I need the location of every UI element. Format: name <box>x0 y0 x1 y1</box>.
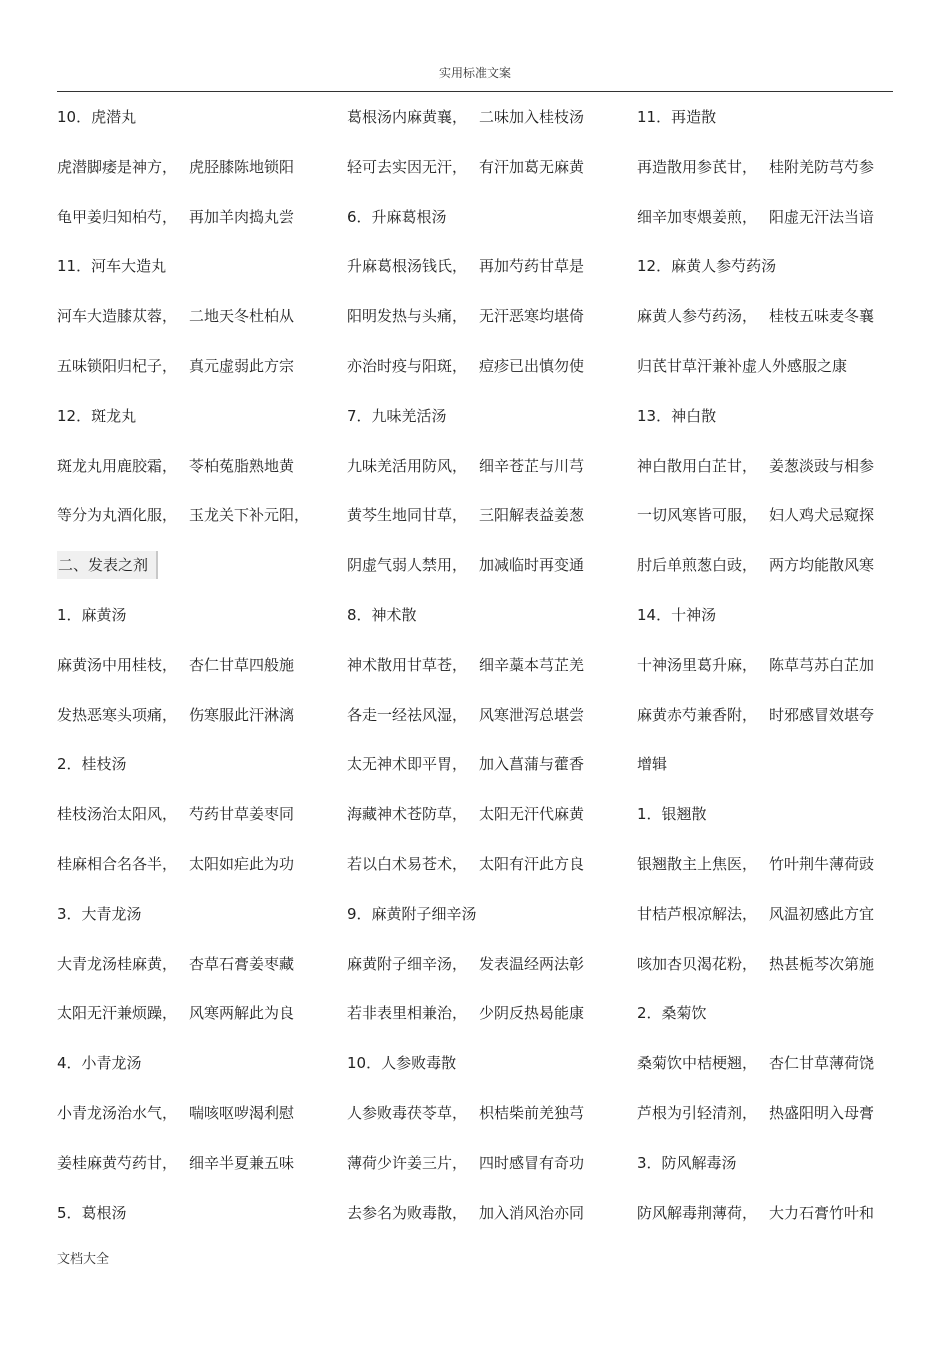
verse-second-half: 风温初感此方宜 <box>769 904 875 923</box>
verse-second-half: 少阴反热曷能康 <box>479 1004 585 1023</box>
verse-second-half: 玉龙关下补元阳， <box>189 506 310 525</box>
formula-heading: 12．斑龙丸 <box>57 406 137 425</box>
verse-second-half: 虎胫膝陈地锁阳 <box>189 157 295 176</box>
formula-heading: 11．河车大造丸 <box>57 257 167 276</box>
verse-first-half: 桂麻相合名各半， <box>57 854 178 873</box>
verse-second-half: 太阳无汗代麻黄 <box>479 805 585 824</box>
verse-line <box>347 501 627 551</box>
verse-first-half: 各走一经祛风湿， <box>347 705 468 724</box>
verse-second-half: 三阳解表益姜葱 <box>479 506 585 525</box>
verse-second-half: 加入菖蒲与藿香 <box>479 755 585 774</box>
verse-second-half: 风寒两解此为良 <box>189 1004 295 1023</box>
verse-first-half: 太阳无汗兼烦躁， <box>57 1004 178 1023</box>
verse-first-half: 麻黄赤芍兼香附， <box>637 705 758 724</box>
verse-first-half: 去参名为败毒散， <box>347 1203 468 1222</box>
verse-second-half: 热甚栀芩次第施 <box>769 954 875 973</box>
verse-second-half: 四时感冒有奇功 <box>479 1153 585 1172</box>
verse-line <box>637 950 917 1000</box>
verse-first-half: 细辛加枣煨姜煎， <box>637 207 758 226</box>
verse-first-half: 甘桔芦根凉解法， <box>637 904 758 923</box>
verse-second-half: 发表温经两法彰 <box>479 954 585 973</box>
verse-first-half: 龟甲姜归知柏芍， <box>57 207 178 226</box>
verse-second-half: 痘疹已出慎勿使 <box>479 356 585 375</box>
verse-first-half: 人参败毒茯苓草， <box>347 1103 468 1122</box>
verse-first-half: 薄荷少许姜三片， <box>347 1153 468 1172</box>
verse-line <box>57 850 337 900</box>
verse-line <box>637 701 917 751</box>
verse-line <box>637 203 917 253</box>
verse-line <box>347 352 627 402</box>
verse-second-half: 真元虚弱此方宗 <box>189 356 295 375</box>
verse-first-half: 阳明发热与头痛， <box>347 307 468 326</box>
verse-line <box>347 1199 627 1249</box>
verse-first-half: 葛根汤内麻黄襄， <box>347 108 468 126</box>
formula-heading: 1．麻黄汤 <box>57 605 127 624</box>
verse-first-half: 亦治时疫与阳斑， <box>347 356 468 375</box>
formula-heading: 12．麻黄人参芍药汤 <box>637 257 777 276</box>
verse-first-half: 咳加杏贝渴花粉， <box>637 954 758 973</box>
page-header: 实用标准文案 <box>438 66 511 80</box>
verse-line <box>57 701 337 751</box>
verse-first-half: 姜桂麻黄芍药甘， <box>57 1153 178 1172</box>
formula-heading: 3．大青龙汤 <box>57 904 142 923</box>
verse-second-half: 杏草石膏姜枣藏 <box>189 954 295 973</box>
formula-heading: 8．神术散 <box>347 605 417 624</box>
verse-first-half: 海藏神术苍防草， <box>347 805 468 824</box>
verse-line <box>637 651 917 701</box>
verse-first-half: 小青龙汤治水气， <box>57 1103 178 1122</box>
verse-first-half: 阴虚气弱人禁用， <box>347 556 468 575</box>
formula-heading: 11．再造散 <box>637 108 717 126</box>
verse-first-half: 麻黄附子细辛汤， <box>347 954 468 973</box>
verse-first-half: 轻可去实因无汗， <box>347 157 468 176</box>
verse-second-half: 太阳有汗此方良 <box>479 854 585 873</box>
verse-second-half: 桂附羌防芎芍参 <box>769 157 875 176</box>
verse-first-half: 再造散用参芪甘， <box>637 157 758 176</box>
verse-second-half: 阳虚无汗法当谙 <box>769 207 875 226</box>
verse-line <box>57 651 337 701</box>
verse-line <box>637 501 917 551</box>
verse-first-half: 神白散用白芷甘， <box>637 456 758 475</box>
verse-second-half: 苓柏菟脂熟地黄 <box>189 456 295 475</box>
verse-line <box>637 1049 917 1099</box>
header-rule <box>57 91 893 92</box>
formula-heading: 10．人参败毒散 <box>347 1054 457 1073</box>
verse-second-half: 杏仁甘草薄荷饶 <box>769 1054 875 1073</box>
verse-second-half: 陈草芎苏白芷加 <box>769 655 875 674</box>
verse-second-half: 桂枝五味麦冬襄 <box>769 307 875 326</box>
verse-first-half: 桑菊饮中桔梗翘， <box>637 1054 758 1073</box>
verse-line <box>637 1099 917 1149</box>
verse-first-half: 防风解毒荆薄荷， <box>637 1203 758 1222</box>
formula-heading: 9．麻黄附子细辛汤 <box>347 904 477 923</box>
verse-first-half: 神术散用甘草苍， <box>347 655 468 674</box>
verse-line <box>347 103 627 153</box>
verse-line <box>57 302 337 352</box>
formula-heading: 3．防风解毒汤 <box>637 1153 737 1172</box>
verse-first-half: 升麻葛根汤钱氏， <box>347 257 468 276</box>
verse-second-half: 太阳如疟此为功 <box>189 854 295 873</box>
verse-second-half: 再加芍药甘草是 <box>479 257 585 276</box>
verse-line <box>637 153 917 203</box>
verse-second-half: 二地天冬杜柏从 <box>189 307 295 326</box>
verse-second-half: 芍药甘草姜枣同 <box>189 805 295 824</box>
verse-first-half: 虎潜脚痿是神方， <box>57 157 178 176</box>
verse-second-half: 细辛半夏兼五味 <box>189 1153 295 1172</box>
verse-line <box>57 1099 337 1149</box>
formula-heading: 4．小青龙汤 <box>57 1054 142 1073</box>
verse-line <box>637 302 917 352</box>
formula-heading: 2．桑菊饮 <box>637 1004 707 1023</box>
verse-second-half: 无汗恶寒均堪倚 <box>479 307 585 326</box>
verse-first-half: 归芪甘草汗兼补虚人外感服之康 <box>637 356 848 375</box>
formula-heading: 6．升麻葛根汤 <box>347 207 447 226</box>
verse-line <box>57 950 337 1000</box>
verse-second-half: 大力石膏竹叶和 <box>769 1203 875 1222</box>
verse-line <box>637 352 917 402</box>
formula-heading: 增辑 <box>637 755 668 774</box>
verse-first-half: 麻黄人参芍药汤， <box>637 307 758 326</box>
verse-second-half: 姜葱淡豉与相参 <box>769 456 875 475</box>
verse-line <box>57 452 337 502</box>
verse-second-half: 枳桔柴前羌独芎 <box>479 1103 585 1122</box>
verse-line <box>347 800 627 850</box>
verse-first-half: 黄芩生地同甘草， <box>347 506 468 525</box>
verse-line <box>347 750 627 800</box>
verse-line <box>57 352 337 402</box>
verse-second-half: 细辛苍芷与川芎 <box>479 456 585 475</box>
verse-line <box>347 252 627 302</box>
section-line <box>57 551 337 601</box>
verse-line <box>347 302 627 352</box>
verse-line <box>347 999 627 1049</box>
formula-heading: 1．银翘散 <box>637 805 707 824</box>
verse-second-half: 加减临时再变通 <box>479 556 585 575</box>
verse-first-half: 肘后单煎葱白豉， <box>637 556 758 575</box>
verse-second-half: 杏仁甘草四般施 <box>189 655 295 674</box>
verse-line <box>347 701 627 751</box>
verse-line <box>637 1199 917 1249</box>
verse-first-half: 五味锁阳归杞子， <box>57 356 178 375</box>
verse-first-half: 等分为丸酒化服， <box>57 506 178 525</box>
verse-line <box>637 850 917 900</box>
verse-line <box>57 999 337 1049</box>
formula-heading: 13．神白散 <box>637 406 717 425</box>
verse-line <box>347 1099 627 1149</box>
formula-heading: 7．九味羌活汤 <box>347 406 447 425</box>
verse-second-half: 风寒泄泻总堪尝 <box>479 705 585 724</box>
verse-line <box>57 1149 337 1199</box>
verse-line <box>57 501 337 551</box>
text-column-2 <box>347 103 627 1248</box>
verse-line <box>347 153 627 203</box>
verse-line <box>347 551 627 601</box>
verse-second-half: 两方均能散风寒 <box>769 556 875 575</box>
formula-heading: 14．十神汤 <box>637 605 717 624</box>
verse-first-half: 麻黄汤中用桂枝， <box>57 655 178 674</box>
verse-first-half: 九味羌活用防风， <box>347 456 468 475</box>
verse-second-half: 时邪感冒效堪夸 <box>769 705 875 724</box>
verse-line <box>637 551 917 601</box>
verse-second-half: 加入消风治亦同 <box>479 1203 585 1222</box>
verse-first-half: 若以白术易苍术， <box>347 854 468 873</box>
verse-second-half: 二味加入桂枝汤 <box>479 108 585 126</box>
verse-line <box>347 452 627 502</box>
verse-second-half: 喘咳呕哕渴利慰 <box>189 1103 295 1122</box>
verse-line <box>347 651 627 701</box>
verse-line <box>347 1149 627 1199</box>
formula-heading: 5．葛根汤 <box>57 1203 127 1222</box>
page-footer: 文档大全 <box>57 1252 110 1267</box>
verse-line <box>347 850 627 900</box>
verse-first-half: 大青龙汤桂麻黄， <box>57 954 178 973</box>
formula-heading: 10．虎潜丸 <box>57 108 137 126</box>
verse-line <box>57 153 337 203</box>
verse-first-half: 芦根为引轻清剂， <box>637 1103 758 1122</box>
verse-first-half: 十神汤里葛升麻， <box>637 655 758 674</box>
formula-heading: 2．桂枝汤 <box>57 755 127 774</box>
section-heading: 二、发表之剂 <box>57 551 158 579</box>
verse-first-half: 发热恶寒头项痛， <box>57 705 178 724</box>
text-column-3 <box>637 103 917 1248</box>
verse-second-half: 细辛藁本芎芷羌 <box>479 655 585 674</box>
verse-first-half: 太无神术即平胃， <box>347 755 468 774</box>
verse-first-half: 桂枝汤治太阳风， <box>57 805 178 824</box>
verse-line <box>57 203 337 253</box>
verse-line <box>57 800 337 850</box>
verse-first-half: 一切风寒皆可服， <box>637 506 758 525</box>
verse-first-half: 银翘散主上焦医， <box>637 854 758 873</box>
verse-line <box>637 900 917 950</box>
verse-first-half: 若非表里相兼治， <box>347 1004 468 1023</box>
verse-first-half: 河车大造膝苁蓉， <box>57 307 178 326</box>
verse-second-half: 有汗加葛无麻黄 <box>479 157 585 176</box>
text-column-1 <box>57 103 337 1248</box>
verse-second-half: 竹叶荆牛薄荷豉 <box>769 854 875 873</box>
verse-line <box>637 452 917 502</box>
verse-second-half: 妇人鸡犬忌窥探 <box>769 506 875 525</box>
verse-second-half: 再加羊肉捣丸尝 <box>189 207 295 226</box>
verse-second-half: 伤寒服此汗淋漓 <box>189 705 295 724</box>
verse-first-half: 斑龙丸用鹿胶霜， <box>57 456 178 475</box>
verse-line <box>347 950 627 1000</box>
verse-second-half: 热盛阳明入母膏 <box>769 1103 875 1122</box>
